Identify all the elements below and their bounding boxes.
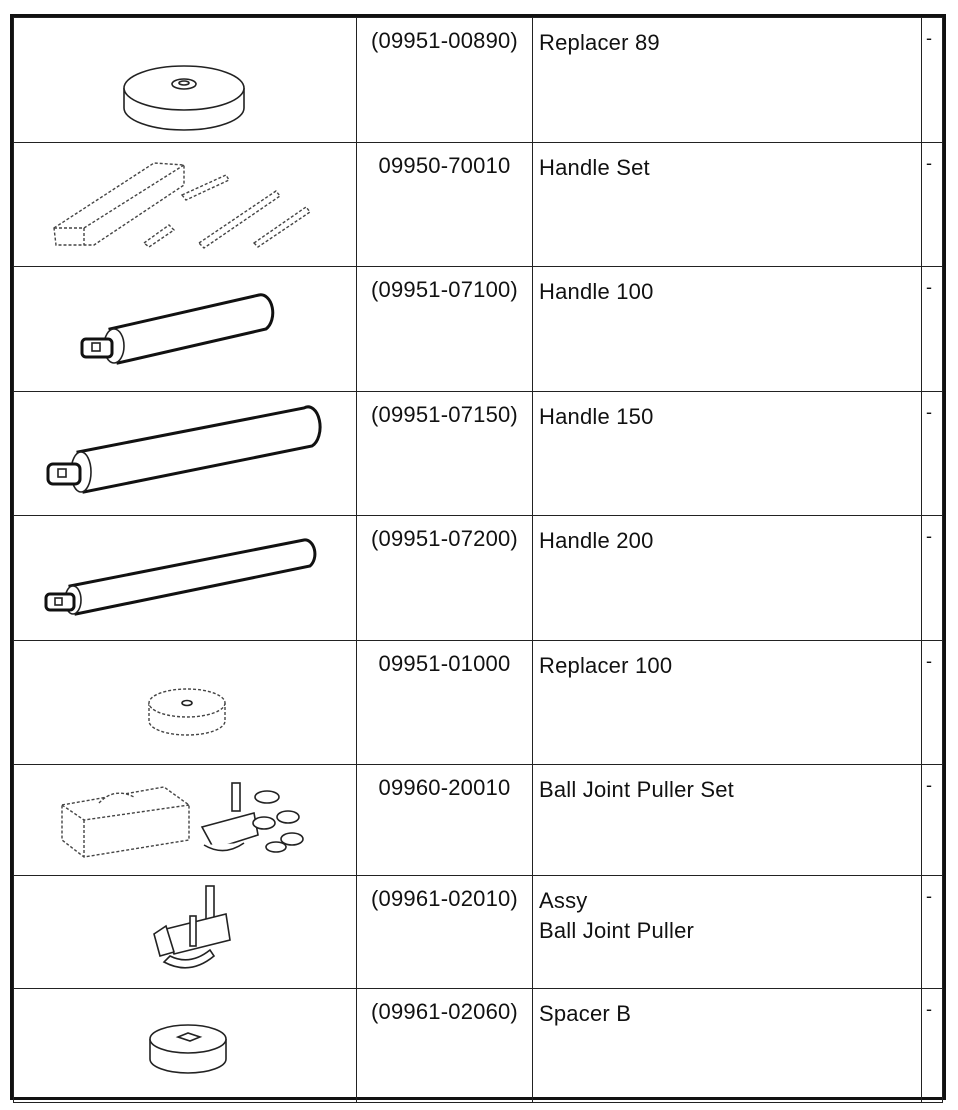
description: [533, 765, 922, 876]
table-row: [14, 143, 943, 267]
note: -: [922, 876, 943, 989]
description-line: Handle 200: [539, 528, 654, 553]
table-row: [14, 765, 943, 876]
handle-200-icon: [14, 516, 356, 634]
handle-set-icon: [14, 143, 356, 261]
handle-150-icon: [14, 392, 356, 510]
table-row: [14, 876, 943, 989]
part-number: 09951-01000: [357, 641, 533, 765]
part-number: 09960-20010: [357, 765, 533, 876]
replacer-disc-icon: [14, 18, 356, 138]
special-tools-table: [13, 17, 943, 1103]
description-line: Spacer B: [539, 1001, 632, 1026]
tool-image-cell: [14, 641, 357, 765]
table-row: [14, 392, 943, 516]
description: [533, 143, 922, 267]
tool-table-sheet: [10, 14, 946, 1100]
tool-image-cell: [14, 267, 357, 392]
part-number: (09951-00890): [357, 18, 533, 143]
description-line: Handle 150: [539, 404, 654, 429]
table-row: [14, 267, 943, 392]
tool-image-cell: [14, 18, 357, 143]
description: [533, 267, 922, 392]
description: [533, 989, 922, 1103]
description: [533, 641, 922, 765]
tool-image-cell: [14, 143, 357, 267]
note: -: [922, 765, 943, 876]
tool-image-cell: [14, 516, 357, 641]
description-line: Handle 100: [539, 279, 654, 304]
part-number: (09961-02010): [357, 876, 533, 989]
note: -: [922, 516, 943, 641]
description-line: Replacer 100: [539, 653, 673, 678]
part-number: (09951-07200): [357, 516, 533, 641]
part-number: 09950-70010: [357, 143, 533, 267]
tool-image-cell: [14, 989, 357, 1103]
ball-joint-puller-icon: [14, 876, 356, 984]
description: [533, 876, 922, 989]
note: -: [922, 989, 943, 1103]
part-number: (09951-07150): [357, 392, 533, 516]
tool-image-cell: [14, 876, 357, 989]
ball-joint-puller-set-icon: [14, 765, 356, 871]
description: [533, 516, 922, 641]
spacer-icon: [14, 989, 356, 1099]
note: -: [922, 18, 943, 143]
part-number: (09961-02060): [357, 989, 533, 1103]
note: -: [922, 267, 943, 392]
table-row: [14, 516, 943, 641]
note: -: [922, 143, 943, 267]
part-number: (09951-07100): [357, 267, 533, 392]
replacer-disc-small-icon: [14, 641, 356, 759]
table-row: [14, 641, 943, 765]
description-line: Assy: [539, 888, 588, 913]
handle-100-icon: [14, 267, 356, 385]
description: [533, 392, 922, 516]
description-line: Replacer 89: [539, 30, 660, 55]
description-line: Handle Set: [539, 155, 650, 180]
table-row: [14, 989, 943, 1103]
table-row: [14, 18, 943, 143]
description-line: Ball Joint Puller Set: [539, 777, 734, 802]
note: -: [922, 392, 943, 516]
note: -: [922, 641, 943, 765]
tool-image-cell: [14, 765, 357, 876]
tool-image-cell: [14, 392, 357, 516]
description: [533, 18, 922, 143]
description-line: Ball Joint Puller: [539, 918, 695, 943]
